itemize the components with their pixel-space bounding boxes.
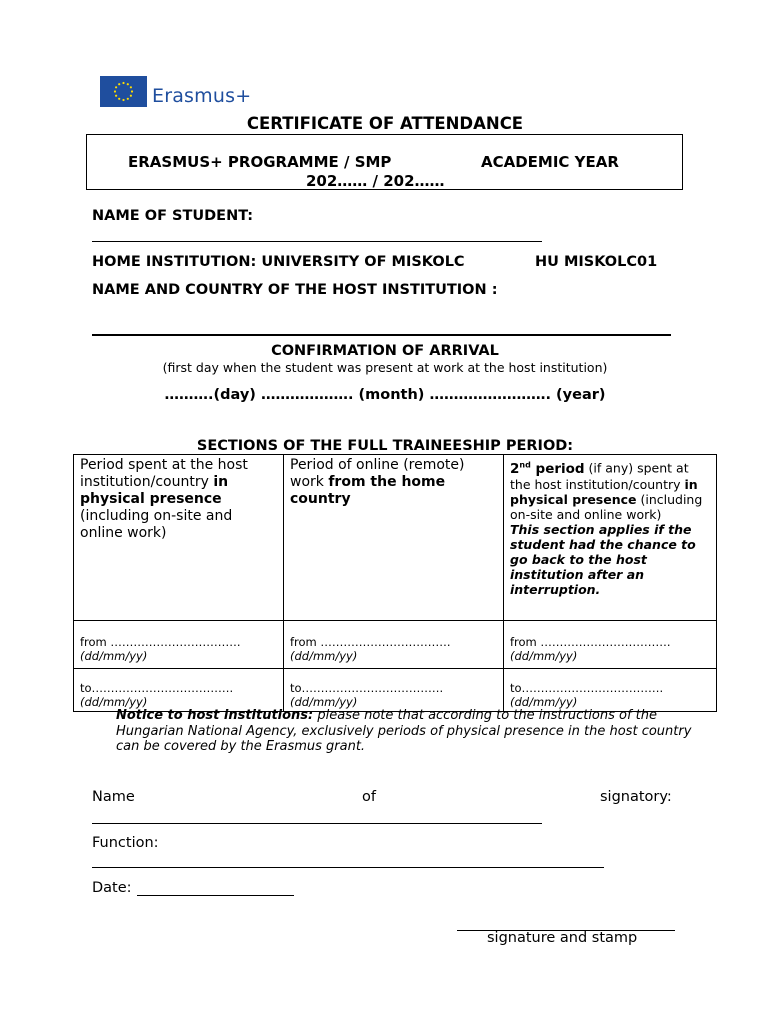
col1-note: (including on-site and online work) <box>80 508 233 541</box>
date-format-hint: (dd/mm/yy) <box>510 649 578 663</box>
col3-note: (including on-site and online work) <box>510 491 703 522</box>
arrival-heading: CONFIRMATION OF ARRIVAL <box>271 343 499 359</box>
col3-sup: nd <box>519 460 531 469</box>
signatory-word-name: Name <box>92 789 135 805</box>
col3-from-cell[interactable] <box>504 621 717 669</box>
date-format-hint: (dd/mm/yy) <box>80 649 148 663</box>
signature-stamp-label: signature and stamp <box>487 930 638 946</box>
academic-year-value: 202…… / 202…… <box>306 172 445 190</box>
from-field[interactable]: from ……………………………. <box>80 635 241 649</box>
col3-text: (if any) spent at the host institution/country <box>510 460 689 492</box>
col3-number: 2 <box>510 460 520 477</box>
traineeship-period-table <box>73 454 717 712</box>
col3-physical: in physical presence <box>510 476 698 507</box>
col-second-period-header <box>504 455 717 621</box>
table-row-to <box>74 669 717 712</box>
eu-flag-icon <box>100 76 147 107</box>
col3-to-cell[interactable] <box>504 669 717 712</box>
student-name-label: NAME OF STUDENT: <box>92 208 254 224</box>
page-title: CERTIFICATE OF ATTENDANCE <box>246 114 524 133</box>
col1-bold: in physical presence <box>80 474 229 507</box>
col3-bold: period <box>530 460 585 477</box>
col-online-work-header <box>284 455 504 621</box>
host-institution-line[interactable] <box>92 334 671 336</box>
col2-text: Period of online (remote) work <box>290 457 465 490</box>
to-field[interactable]: to………………………………. <box>80 681 234 695</box>
from-field[interactable]: from ……………………………. <box>290 635 451 649</box>
col2-to-cell[interactable] <box>284 669 504 712</box>
table-header-row <box>74 455 717 621</box>
col1-to-cell[interactable] <box>74 669 284 712</box>
programme-name: ERASMUS+ PROGRAMME / SMP <box>128 153 392 171</box>
date-line[interactable] <box>137 895 294 896</box>
student-name-line[interactable] <box>92 241 542 242</box>
col2-bold: from the home country <box>290 474 446 507</box>
col2-from-cell[interactable] <box>284 621 504 669</box>
notice-text: please note that according to the instructions of the Hungarian National Agency, exclusively periods of physical presence in the host country can be covered by the Erasmus grant. <box>116 708 692 754</box>
host-institution-notice <box>116 708 706 755</box>
date-format-hint: (dd/mm/yy) <box>510 695 578 709</box>
function-label: Function: <box>92 835 159 851</box>
signatory-word-of: of <box>362 789 376 805</box>
signatory-word-signatory: signatory: <box>600 789 672 805</box>
notice-label: Notice to host institutions: <box>116 708 314 723</box>
to-field[interactable]: to………………………………. <box>290 681 444 695</box>
host-institution-label: NAME AND COUNTRY OF THE HOST INSTITUTION : <box>92 282 498 298</box>
date-format-hint: (dd/mm/yy) <box>290 649 358 663</box>
arrival-date-line[interactable]: ……….(day) ………………. (month) ……………………. (year) <box>164 387 606 403</box>
col1-from-cell[interactable] <box>74 621 284 669</box>
function-line[interactable] <box>92 867 604 868</box>
signatory-name-line[interactable] <box>92 823 542 824</box>
home-institution-label: HOME INSTITUTION: UNIVERSITY OF MISKOLC <box>92 254 465 270</box>
col-physical-presence-header <box>74 455 284 621</box>
date-label: Date: <box>92 880 132 896</box>
table-row-from <box>74 621 717 669</box>
date-format-hint: (dd/mm/yy) <box>290 695 358 709</box>
date-format-hint: (dd/mm/yy) <box>80 695 148 709</box>
erasmus-logo-text: Erasmus+ <box>152 85 252 107</box>
arrival-note: (first day when the student was present at work at the host institution) <box>162 360 608 375</box>
col1-text: Period spent at the host institution/country <box>80 457 248 490</box>
academic-year-label: ACADEMIC YEAR <box>481 153 619 171</box>
to-field[interactable]: to………………………………. <box>510 681 664 695</box>
from-field[interactable]: from ……………………………. <box>510 635 671 649</box>
sections-heading: SECTIONS OF THE FULL TRAINEESHIP PERIOD: <box>196 438 574 454</box>
home-institution-code: HU MISKOLC01 <box>535 254 658 270</box>
col3-applies-note: This section applies if the student had the chance to go back to the host institution after an interruption. <box>510 521 696 597</box>
